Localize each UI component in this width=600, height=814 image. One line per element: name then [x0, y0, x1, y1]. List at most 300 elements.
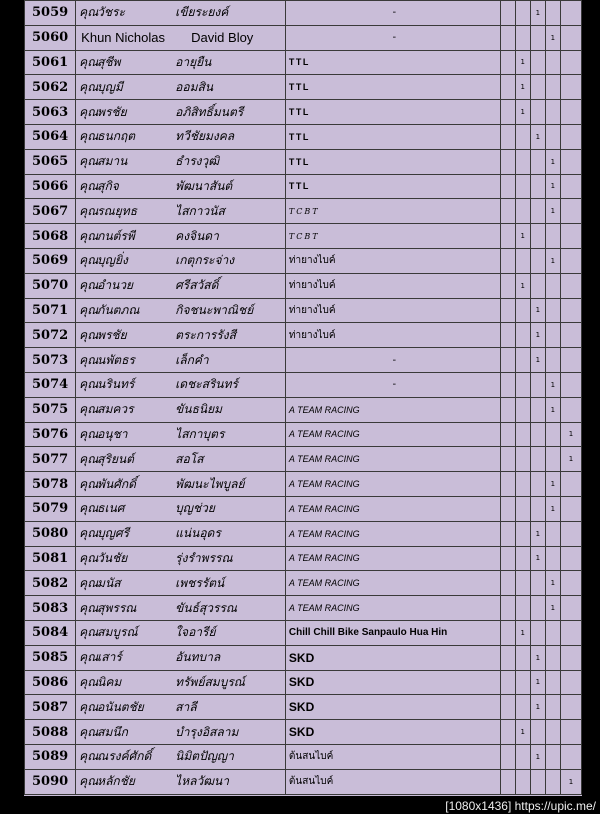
category-mark — [545, 720, 560, 745]
category-mark — [515, 149, 530, 174]
category-mark — [500, 100, 515, 125]
category-mark — [515, 1, 530, 26]
category-mark — [560, 174, 581, 199]
category-mark — [560, 670, 581, 695]
table-row — [25, 546, 582, 571]
table-row — [25, 744, 582, 769]
first-name: บุญยิ่ง — [97, 253, 128, 268]
table-row — [25, 199, 582, 224]
first-name: อนันตชัย — [97, 699, 144, 714]
first-name: ณรงค์ศักดิ์ — [97, 749, 152, 764]
team-name: TTL — [285, 50, 500, 75]
name-title: คุณ — [79, 228, 99, 243]
category-mark — [545, 744, 560, 769]
category-mark: 1 — [530, 546, 545, 571]
category-mark — [530, 149, 545, 174]
bib-number: 5063 — [25, 100, 76, 125]
category-mark — [530, 100, 545, 125]
team-name: ท่ายางไบค์ — [285, 323, 500, 348]
bib-number: 5065 — [25, 149, 76, 174]
category-mark — [500, 372, 515, 397]
bib-number: 5085 — [25, 645, 76, 670]
name-title: คุณ — [79, 5, 99, 20]
table-row — [25, 670, 582, 695]
category-mark — [515, 174, 530, 199]
table-row — [25, 273, 582, 298]
category-mark — [560, 397, 581, 422]
table-row — [25, 25, 582, 50]
category-mark — [515, 124, 530, 149]
team-name: A TEAM RACING — [285, 596, 500, 621]
name-title: คุณ — [79, 600, 99, 615]
category-mark — [560, 645, 581, 670]
participant-name — [76, 149, 286, 174]
category-mark: 1 — [545, 174, 560, 199]
category-mark — [500, 1, 515, 26]
bib-number: 5061 — [25, 50, 76, 75]
bib-number: 5078 — [25, 472, 76, 497]
team-name: A TEAM RACING — [285, 472, 500, 497]
image-size-watermark: [1080x1436] https://upic.me/ — [445, 799, 596, 813]
bib-number: 5079 — [25, 496, 76, 521]
first-name: มนัส — [97, 575, 121, 590]
participant-name — [76, 720, 286, 745]
category-mark — [500, 769, 515, 794]
table-row — [25, 521, 582, 546]
category-mark — [515, 521, 530, 546]
first-name: นิคม — [97, 674, 122, 689]
category-mark — [545, 224, 560, 249]
team-name: - — [285, 372, 500, 397]
category-mark — [560, 496, 581, 521]
table-row — [25, 323, 582, 348]
category-mark — [515, 298, 530, 323]
category-mark — [545, 50, 560, 75]
bib-number: 5068 — [25, 224, 76, 249]
table-row — [25, 174, 582, 199]
category-mark — [530, 372, 545, 397]
category-mark — [515, 695, 530, 720]
category-mark — [545, 323, 560, 348]
registration-sheet — [24, 0, 582, 796]
table-row — [25, 720, 582, 745]
participant-name — [76, 273, 286, 298]
last-name: เขียระยงค์ — [175, 5, 229, 20]
category-mark: 1 — [560, 769, 581, 794]
team-name: ท่ายางไบค์ — [285, 248, 500, 273]
category-mark — [545, 75, 560, 100]
category-mark — [545, 124, 560, 149]
team-name: - — [285, 348, 500, 373]
first-name: สมนึก — [97, 724, 128, 739]
team-name: A TEAM RACING — [285, 422, 500, 447]
category-mark — [530, 496, 545, 521]
bib-number: 5075 — [25, 397, 76, 422]
first-name: สุริยนต์ — [97, 451, 134, 466]
first-name: หลักชัย — [97, 774, 135, 789]
category-mark — [500, 744, 515, 769]
last-name: เล็กคำ — [175, 352, 209, 367]
category-mark — [560, 720, 581, 745]
bib-number: 5090 — [25, 769, 76, 794]
last-name: เกตุกระจ่าง — [175, 253, 235, 268]
participant-name — [76, 596, 286, 621]
bib-number: 5076 — [25, 422, 76, 447]
table-row — [25, 348, 582, 373]
first-name: สุชีพ — [97, 54, 121, 69]
category-mark — [560, 571, 581, 596]
category-mark: 1 — [545, 596, 560, 621]
category-mark — [560, 224, 581, 249]
participant-name — [76, 447, 286, 472]
category-mark — [530, 75, 545, 100]
last-name: ธำรงวุฒิ — [175, 154, 220, 169]
name-title: คุณ — [79, 501, 99, 516]
table-row — [25, 695, 582, 720]
category-mark: 1 — [515, 273, 530, 298]
bib-number: 5072 — [25, 323, 76, 348]
category-mark — [515, 472, 530, 497]
category-mark: 1 — [530, 744, 545, 769]
category-mark — [545, 422, 560, 447]
category-mark — [545, 100, 560, 125]
last-name: ตระการรังสี — [175, 327, 236, 342]
name-title: คุณ — [79, 451, 99, 466]
category-mark — [545, 695, 560, 720]
category-mark: 1 — [545, 149, 560, 174]
bib-number: 5073 — [25, 348, 76, 373]
category-mark — [500, 670, 515, 695]
category-mark — [530, 472, 545, 497]
category-mark — [515, 744, 530, 769]
category-mark — [560, 248, 581, 273]
category-mark: 1 — [515, 224, 530, 249]
category-mark — [515, 769, 530, 794]
participant-name — [76, 472, 286, 497]
first-name: วันชัย — [97, 550, 128, 565]
table-row — [25, 149, 582, 174]
category-mark: 1 — [515, 100, 530, 125]
category-mark — [500, 224, 515, 249]
category-mark — [515, 25, 530, 50]
table-row — [25, 1, 582, 26]
category-mark: 1 — [530, 521, 545, 546]
category-mark — [545, 1, 560, 26]
table-row — [25, 422, 582, 447]
category-mark — [500, 720, 515, 745]
bib-number: 5083 — [25, 596, 76, 621]
name-title: คุณ — [79, 526, 99, 541]
category-mark — [530, 273, 545, 298]
category-mark — [500, 248, 515, 273]
first-name: สมบูรณ์ — [97, 625, 138, 640]
category-mark — [530, 224, 545, 249]
name-title: คุณ — [79, 426, 99, 441]
category-mark — [500, 124, 515, 149]
participant-name — [76, 248, 286, 273]
category-mark: 1 — [515, 720, 530, 745]
last-name: ใจอารีย์ — [175, 625, 216, 640]
bib-number: 5074 — [25, 372, 76, 397]
bib-number: 5082 — [25, 571, 76, 596]
first-name: สุพรรณ — [97, 600, 137, 615]
table-row — [25, 248, 582, 273]
first-name: กนต์รพี — [97, 228, 135, 243]
first-name: ธนกฤต — [97, 129, 136, 144]
category-mark — [545, 769, 560, 794]
team-name: A TEAM RACING — [285, 546, 500, 571]
last-name: เดชะสรินทร์ — [175, 377, 238, 392]
participant-name — [76, 521, 286, 546]
table-row — [25, 447, 582, 472]
name-title: คุณ — [79, 749, 99, 764]
first-name: สมาน — [97, 154, 128, 169]
category-mark — [500, 571, 515, 596]
team-name: A TEAM RACING — [285, 496, 500, 521]
category-mark: 1 — [545, 248, 560, 273]
first-name: พันศักดิ์ — [97, 476, 136, 491]
category-mark: 1 — [560, 447, 581, 472]
category-mark — [560, 298, 581, 323]
participant-name — [76, 571, 286, 596]
last-name: David Bloy — [191, 30, 254, 46]
name-title: คุณ — [79, 402, 99, 417]
category-mark — [500, 645, 515, 670]
category-mark — [500, 50, 515, 75]
team-name: ท่ายางไบค์ — [285, 298, 500, 323]
category-mark: 1 — [545, 397, 560, 422]
bib-number: 5089 — [25, 744, 76, 769]
category-mark — [560, 744, 581, 769]
category-mark — [530, 248, 545, 273]
participant-name — [76, 496, 286, 521]
category-mark — [500, 620, 515, 645]
category-mark — [530, 720, 545, 745]
category-mark — [500, 348, 515, 373]
participant-name — [76, 1, 286, 26]
team-name: A TEAM RACING — [285, 447, 500, 472]
category-mark — [515, 645, 530, 670]
team-name: ต้นสนไบค์ — [285, 769, 500, 794]
name-title: คุณ — [79, 253, 99, 268]
category-mark — [530, 571, 545, 596]
name-title: คุณ — [79, 377, 99, 392]
table-row — [25, 397, 582, 422]
table-row — [25, 620, 582, 645]
last-name: อภิสิทธิ์มนตรี — [175, 104, 244, 119]
participant-name — [76, 744, 286, 769]
category-mark — [500, 298, 515, 323]
category-mark — [500, 323, 515, 348]
name-title: คุณ — [79, 178, 99, 193]
category-mark — [500, 472, 515, 497]
team-name: SKD — [285, 670, 500, 695]
category-mark — [500, 496, 515, 521]
category-mark: 1 — [530, 695, 545, 720]
team-name: A TEAM RACING — [285, 571, 500, 596]
category-mark — [500, 596, 515, 621]
table-row — [25, 372, 582, 397]
category-mark — [560, 348, 581, 373]
table-row — [25, 645, 582, 670]
bib-number: 5087 — [25, 695, 76, 720]
category-mark — [515, 323, 530, 348]
participant-name — [76, 670, 286, 695]
participant-name — [76, 422, 286, 447]
table-row — [25, 571, 582, 596]
bib-number: 5081 — [25, 546, 76, 571]
team-name: SKD — [285, 720, 500, 745]
team-name: - — [285, 25, 500, 50]
bib-number: 5071 — [25, 298, 76, 323]
team-name: TTL — [285, 75, 500, 100]
category-mark: 1 — [515, 620, 530, 645]
team-name: TTL — [285, 100, 500, 125]
first-name: ธเนศ — [97, 501, 125, 516]
category-mark — [500, 422, 515, 447]
category-mark: 1 — [530, 1, 545, 26]
bib-number: 5084 — [25, 620, 76, 645]
name-title: คุณ — [79, 352, 99, 367]
category-mark — [515, 199, 530, 224]
category-mark — [560, 620, 581, 645]
category-mark — [560, 1, 581, 26]
category-mark — [560, 124, 581, 149]
participant-name — [76, 695, 286, 720]
category-mark — [545, 273, 560, 298]
last-name: อายุยืน — [175, 54, 212, 69]
category-mark — [530, 447, 545, 472]
category-mark — [500, 546, 515, 571]
participant-name — [76, 323, 286, 348]
participant-name — [76, 645, 286, 670]
category-mark — [530, 25, 545, 50]
first-name: Khun Nicholas — [81, 30, 165, 46]
team-name: TCBT — [285, 224, 500, 249]
first-name: บุญศรี — [97, 526, 130, 541]
category-mark — [545, 620, 560, 645]
participant-name — [76, 348, 286, 373]
team-name: Chill Chill Bike Sanpaulo Hua Hin — [285, 620, 500, 645]
first-name: นรินทร์ — [97, 377, 135, 392]
participant-table — [24, 0, 582, 795]
first-name: พรชัย — [97, 104, 127, 119]
last-name: ศรีสวัสดิ์ — [175, 278, 219, 293]
category-mark — [515, 372, 530, 397]
last-name: ไหลวัฒนา — [175, 774, 229, 789]
category-mark — [515, 546, 530, 571]
table-row — [25, 496, 582, 521]
category-mark: 1 — [530, 670, 545, 695]
category-mark — [500, 397, 515, 422]
category-mark — [560, 149, 581, 174]
team-name: A TEAM RACING — [285, 397, 500, 422]
last-name: ทวีชัยมงคล — [175, 129, 235, 144]
team-name: ท่ายางไบค์ — [285, 273, 500, 298]
participant-name — [76, 50, 286, 75]
category-mark: 1 — [530, 348, 545, 373]
bib-number: 5088 — [25, 720, 76, 745]
category-mark — [560, 100, 581, 125]
participant-name — [76, 174, 286, 199]
participant-name — [76, 25, 286, 50]
category-mark — [545, 447, 560, 472]
first-name: อนุชา — [97, 426, 128, 441]
team-name: TTL — [285, 174, 500, 199]
last-name: กิจชนะพาณิชย์ — [175, 302, 254, 317]
name-title: คุณ — [79, 699, 99, 714]
first-name: เสาร์ — [97, 650, 122, 665]
bib-number: 5062 — [25, 75, 76, 100]
participant-name — [76, 397, 286, 422]
category-mark — [545, 348, 560, 373]
bib-number: 5086 — [25, 670, 76, 695]
category-mark: 1 — [530, 298, 545, 323]
category-mark: 1 — [545, 372, 560, 397]
bib-number: 5059 — [25, 1, 76, 26]
category-mark: 1 — [515, 50, 530, 75]
category-mark — [515, 670, 530, 695]
participant-name — [76, 769, 286, 794]
last-name: แน่นอุดร — [175, 526, 221, 541]
category-mark — [560, 596, 581, 621]
last-name: ขันธ์สุวรรณ — [175, 600, 237, 615]
last-name: ขันธนิยม — [175, 402, 223, 417]
category-mark — [500, 447, 515, 472]
last-name: ไสกาบุตร — [175, 426, 225, 441]
category-mark: 1 — [530, 645, 545, 670]
bib-number: 5067 — [25, 199, 76, 224]
category-mark — [560, 521, 581, 546]
category-mark — [545, 670, 560, 695]
participant-name — [76, 100, 286, 125]
category-mark — [545, 298, 560, 323]
category-mark — [560, 546, 581, 571]
name-title: คุณ — [79, 278, 99, 293]
category-mark — [530, 174, 545, 199]
table-row — [25, 596, 582, 621]
category-mark — [560, 50, 581, 75]
name-title: คุณ — [79, 625, 99, 640]
name-title: คุณ — [79, 302, 99, 317]
last-name: พัฒนะไพบูลย์ — [175, 476, 245, 491]
category-mark — [515, 248, 530, 273]
bib-number: 5066 — [25, 174, 76, 199]
category-mark — [500, 199, 515, 224]
participant-name — [76, 546, 286, 571]
first-name: กันตภณ — [97, 302, 140, 317]
last-name: ไสกาวนัส — [175, 203, 225, 218]
first-name: สุกิจ — [97, 178, 119, 193]
name-title: คุณ — [79, 203, 99, 218]
first-name: นพัตธร — [97, 352, 135, 367]
team-name: TCBT — [285, 199, 500, 224]
category-mark — [500, 174, 515, 199]
bib-number: 5080 — [25, 521, 76, 546]
first-name: วัชระ — [97, 5, 125, 20]
category-mark — [500, 273, 515, 298]
category-mark — [530, 769, 545, 794]
category-mark: 1 — [560, 422, 581, 447]
category-mark — [560, 25, 581, 50]
bib-number: 5070 — [25, 273, 76, 298]
name-title: คุณ — [79, 724, 99, 739]
category-mark — [515, 571, 530, 596]
name-title: คุณ — [79, 129, 99, 144]
name-title: คุณ — [79, 774, 99, 789]
last-name: สอโส — [175, 451, 204, 466]
last-name: ทรัพย์สมบูรณ์ — [175, 674, 245, 689]
